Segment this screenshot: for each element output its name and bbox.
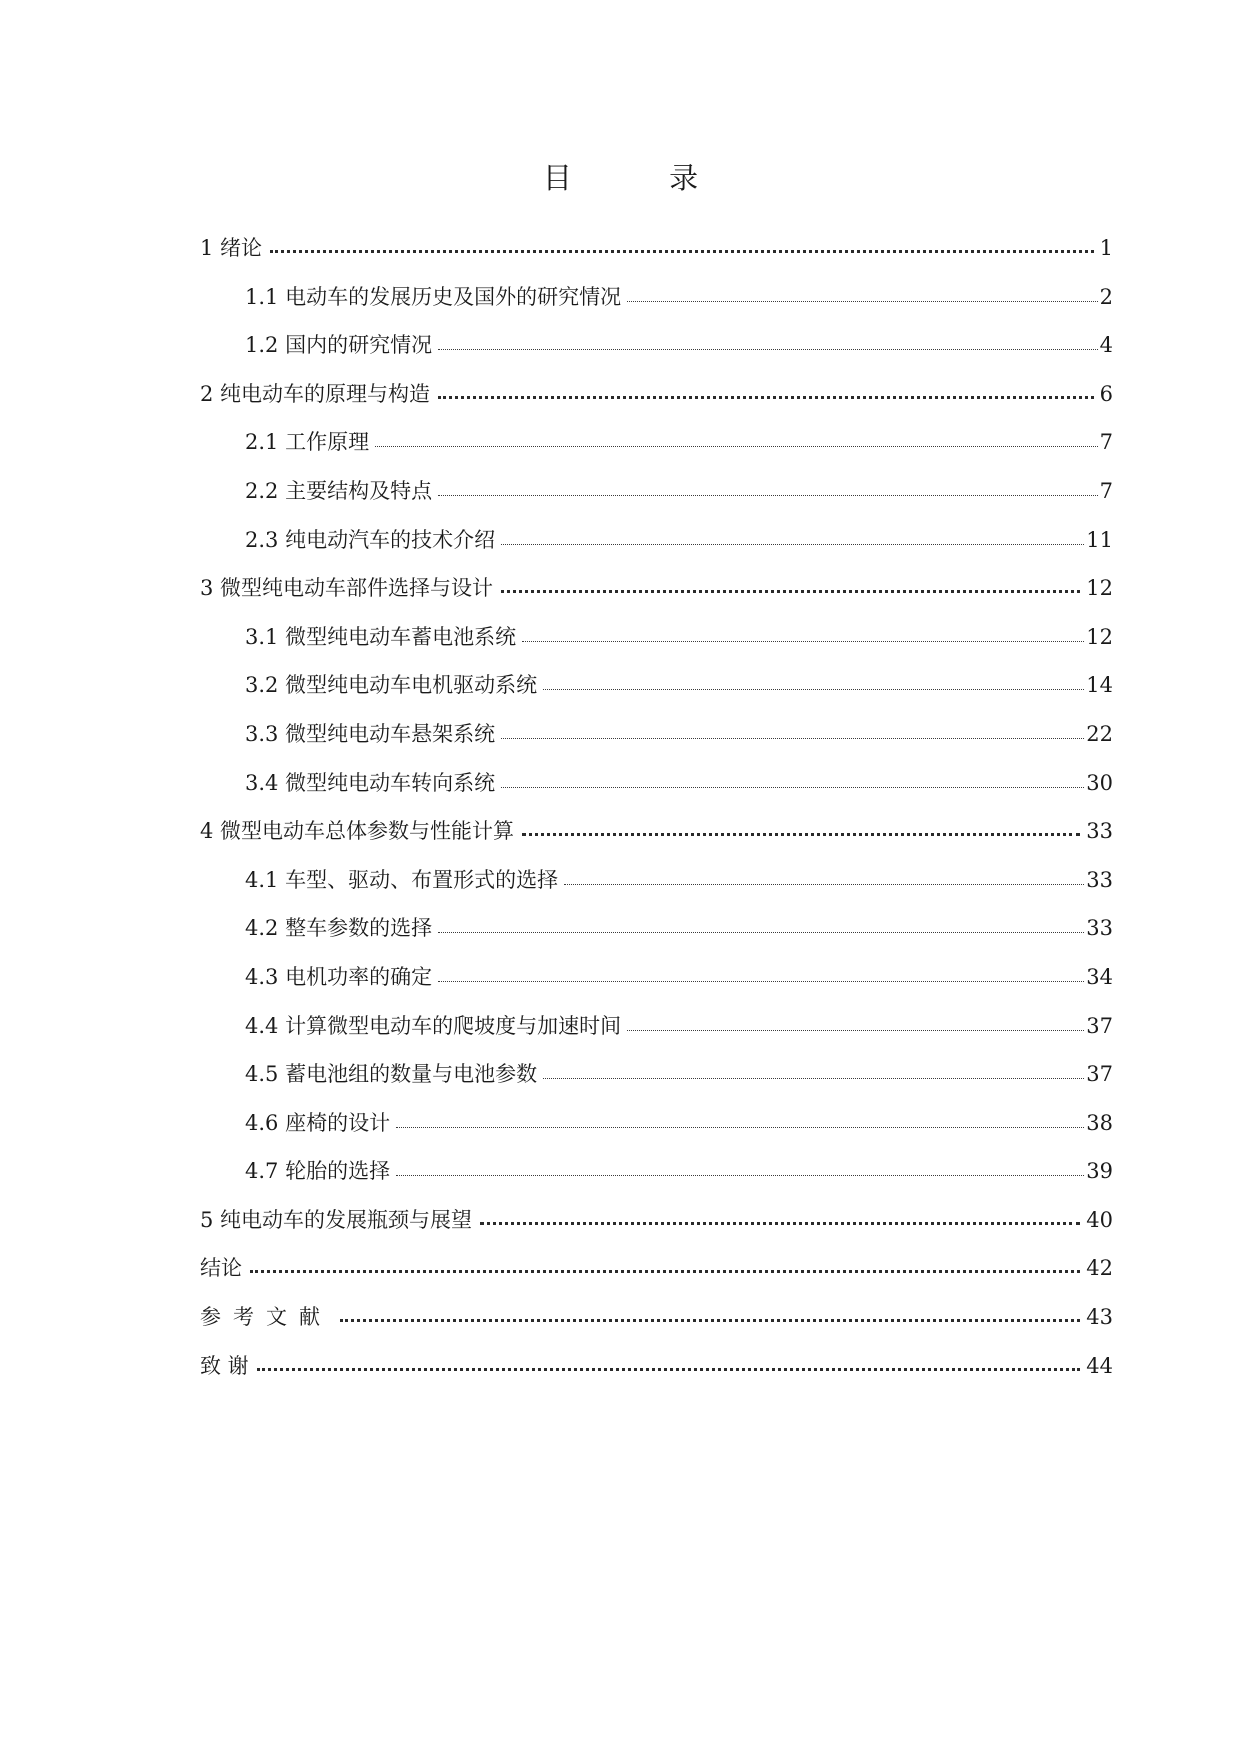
dot-leader: [501, 786, 1084, 788]
dot-leader: [501, 543, 1084, 545]
toc-page-number: 7: [1099, 478, 1113, 503]
toc-entry-title: 2 纯电动车的原理与构造: [200, 381, 431, 406]
toc-entry-title: 4.1 车型、驱动、布置形式的选择: [245, 867, 559, 892]
toc-page-number: 4: [1099, 333, 1113, 358]
toc-entry-title: 3.3 微型纯电动车悬架系统: [245, 721, 496, 746]
dot-leader: [375, 445, 1098, 447]
toc-entry[interactable]: [200, 1253, 1113, 1302]
toc-entry-title: 1.1 电动车的发展历史及国外的研究情况: [245, 284, 622, 309]
toc-page-number: 7: [1099, 430, 1113, 455]
toc-entry-title: 2.3 纯电动汽车的技术介绍: [245, 527, 496, 552]
toc-page-number: 37: [1086, 1062, 1113, 1087]
toc-page-number: 11: [1086, 527, 1113, 552]
toc-entry-title: 参考文献: [200, 1305, 332, 1330]
toc-entry[interactable]: [200, 573, 1113, 622]
dot-leader: [564, 883, 1084, 885]
toc-entry[interactable]: [200, 719, 1113, 768]
toc-entry[interactable]: [200, 282, 1113, 331]
toc-page-number: 34: [1086, 964, 1113, 989]
toc-entry-title: 4.3 电机功率的确定: [245, 964, 433, 989]
toc-entry-title: 致 谢: [200, 1353, 249, 1378]
toc-entry[interactable]: [200, 379, 1113, 428]
toc-entry-title: 4 微型电动车总体参数与性能计算: [200, 819, 515, 844]
dot-leader: [627, 300, 1098, 302]
dot-leader: [627, 1029, 1084, 1031]
toc-entry-title: 1 绪论: [200, 236, 263, 260]
toc-entry-title: 1.2 国内的研究情况: [245, 333, 433, 358]
toc-entry[interactable]: [200, 427, 1113, 476]
toc-entry-title: 4.4 计算微型电动车的爬坡度与加速时间: [245, 1013, 622, 1038]
table-of-contents: [200, 233, 1113, 1399]
toc-entry[interactable]: [200, 816, 1113, 865]
dot-leader: [543, 1077, 1084, 1079]
toc-entry-title: 3.2 微型纯电动车电机驱动系统: [245, 673, 538, 698]
toc-entry[interactable]: [200, 962, 1113, 1011]
dot-leader: [396, 1126, 1084, 1128]
dot-leader: [438, 395, 1094, 399]
toc-page-number: 33: [1086, 819, 1113, 844]
toc-page-number: 43: [1086, 1305, 1113, 1330]
toc-entry[interactable]: [200, 233, 1113, 282]
dot-leader: [501, 737, 1084, 739]
toc-page-number: 40: [1086, 1207, 1113, 1232]
dot-leader: [501, 589, 1080, 593]
toc-page-number: 22: [1086, 721, 1113, 746]
toc-entry-title: 4.6 座椅的设计: [245, 1110, 391, 1135]
toc-entry-title: 结论: [200, 1256, 242, 1281]
dot-leader: [480, 1221, 1080, 1225]
toc-entry[interactable]: [200, 1351, 1113, 1400]
dot-leader: [522, 640, 1084, 642]
toc-page-number: 1: [1099, 236, 1113, 260]
toc-entry-title: 4.2 整车参数的选择: [245, 916, 433, 941]
toc-entry-title: 2.1 工作原理: [245, 430, 370, 455]
toc-entry[interactable]: [200, 865, 1113, 914]
toc-entry[interactable]: [200, 1205, 1113, 1254]
toc-entry[interactable]: [200, 913, 1113, 962]
toc-page-number: 33: [1086, 867, 1113, 892]
dot-leader: [438, 494, 1098, 496]
dot-leader: [438, 980, 1084, 982]
dot-leader: [438, 931, 1084, 933]
toc-entry[interactable]: [200, 476, 1113, 525]
toc-entry[interactable]: [200, 1011, 1113, 1060]
toc-page-number: 12: [1086, 576, 1113, 601]
toc-entry-title: 4.5 蓄电池组的数量与电池参数: [245, 1062, 538, 1087]
toc-entry[interactable]: [200, 1059, 1113, 1108]
toc-entry-title: 3 微型纯电动车部件选择与设计: [200, 576, 494, 601]
toc-page-number: 42: [1086, 1256, 1113, 1281]
toc-page-number: 14: [1086, 673, 1113, 698]
toc-page-number: 37: [1086, 1013, 1113, 1038]
toc-page-number: 33: [1086, 916, 1113, 941]
toc-entry-title: 3.4 微型纯电动车转向系统: [245, 770, 496, 795]
toc-entry-title: 3.1 微型纯电动车蓄电池系统: [245, 624, 517, 649]
toc-page-number: 44: [1086, 1353, 1113, 1378]
toc-entry[interactable]: [200, 1108, 1113, 1157]
toc-entry[interactable]: [200, 768, 1113, 817]
dot-leader: [340, 1318, 1080, 1322]
toc-entry[interactable]: [200, 1302, 1113, 1351]
toc-page-number: 2: [1099, 284, 1113, 309]
dot-leader: [396, 1174, 1084, 1176]
toc-entry[interactable]: [200, 670, 1113, 719]
dot-leader: [438, 348, 1098, 350]
dot-leader: [257, 1367, 1081, 1371]
toc-entry-title: 5 纯电动车的发展瓶颈与展望: [200, 1207, 473, 1232]
dot-leader: [270, 249, 1094, 253]
toc-page-number: 38: [1086, 1110, 1113, 1135]
toc-entry[interactable]: [200, 1156, 1113, 1205]
toc-entry-title: 4.7 轮胎的选择: [245, 1159, 391, 1184]
toc-page-number: 39: [1086, 1159, 1113, 1184]
toc-page-number: 6: [1099, 381, 1113, 406]
toc-page-number: 30: [1086, 770, 1113, 795]
toc-entry-title: 2.2 主要结构及特点: [245, 478, 433, 503]
dot-leader: [250, 1269, 1080, 1273]
toc-entry[interactable]: [200, 622, 1113, 671]
toc-entry[interactable]: [200, 525, 1113, 574]
toc-page-number: 12: [1086, 624, 1113, 649]
dot-leader: [522, 832, 1080, 836]
dot-leader: [543, 688, 1084, 690]
toc-entry[interactable]: [200, 330, 1113, 379]
page-title: 目 录: [542, 161, 743, 195]
